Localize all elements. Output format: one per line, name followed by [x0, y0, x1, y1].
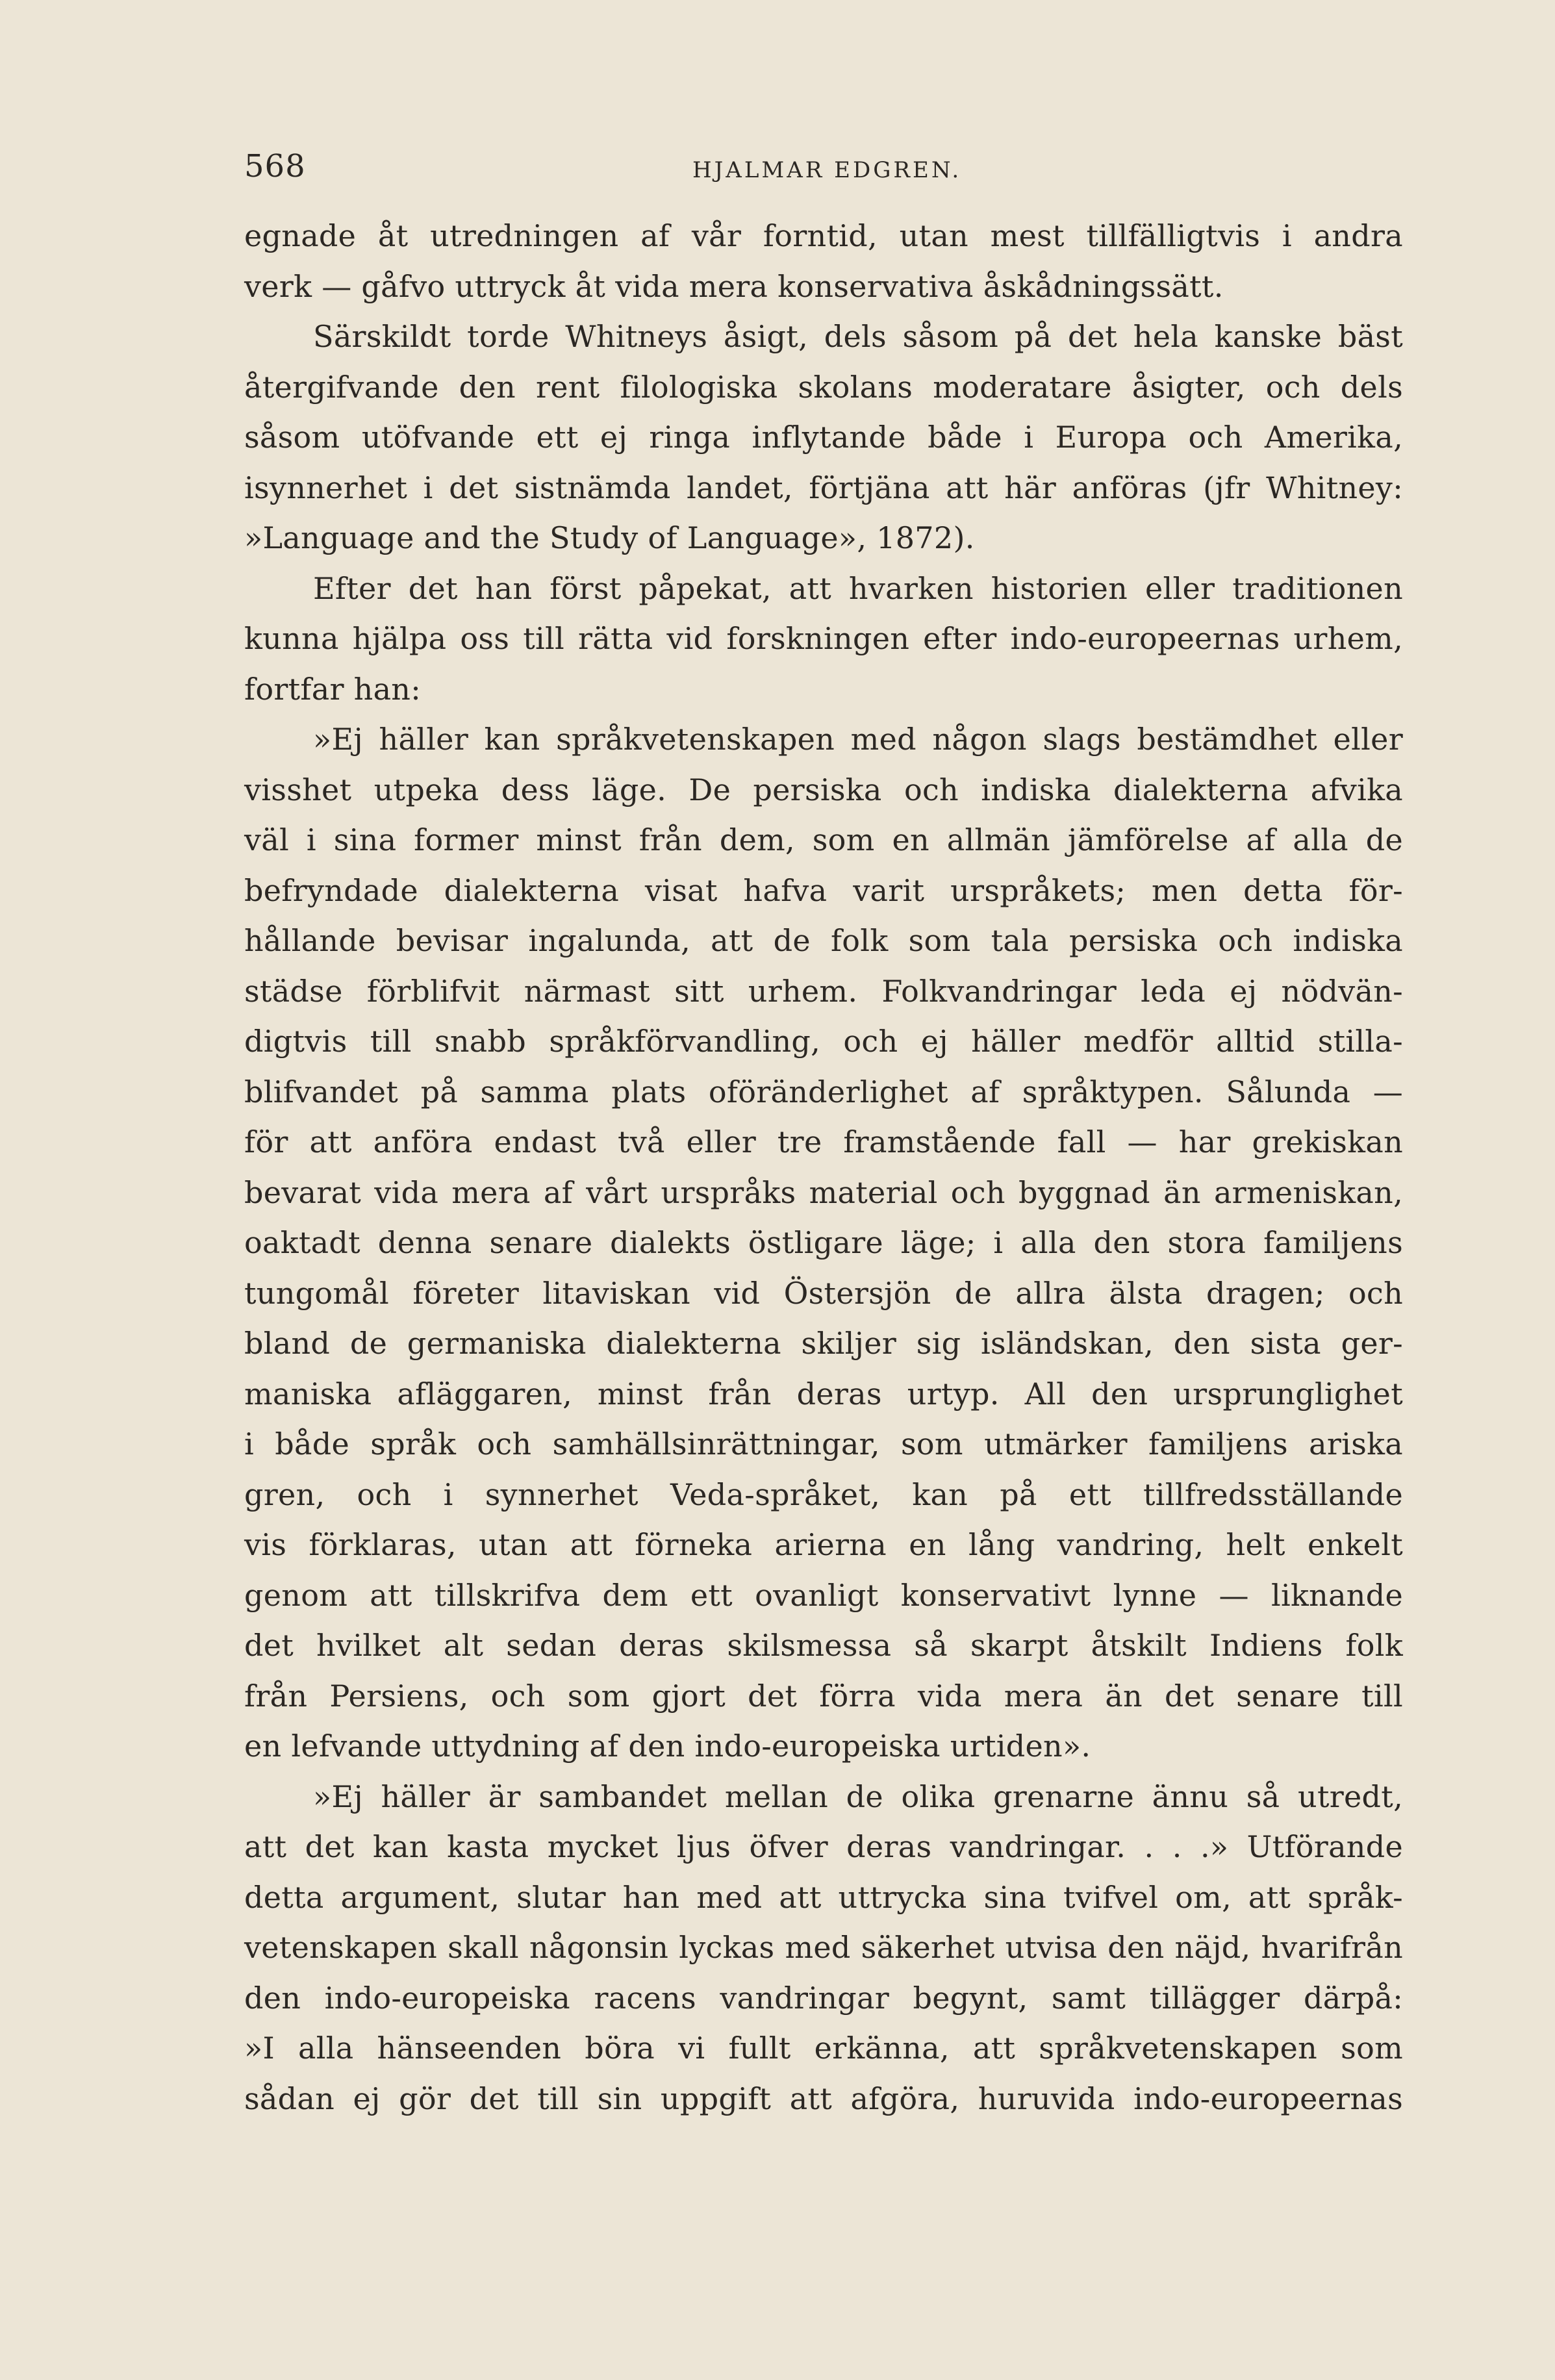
text-line: »Language and the Study of Language», 1872). — [244, 520, 975, 555]
text-line: från Persiens, och som gjort det förra vida mera än det senare till — [244, 1678, 1403, 1714]
text-line: i både språk och samhällsinrättningar, som utmärker familjens ariska — [244, 1426, 1403, 1462]
text-line: »I alla hänseenden böra vi fullt erkänna, att språkvetenskapen som — [244, 2031, 1403, 2066]
text-line: en lefvande uttydning af den indo-europeiska urtiden». — [244, 1728, 1091, 1764]
text-line: fortfar han: — [244, 671, 422, 707]
text-line: befryndade dialekterna visat hafva varit urspråkets; men detta för- — [244, 872, 1403, 908]
text-line: »Ej häller kan språkvetenskapen med någon slags bestämdhet eller — [313, 722, 1403, 757]
text-line: den indo-europeiska racens vandringar begynt, samt tillägger därpå: — [244, 1980, 1403, 2016]
page-number: 568 — [244, 148, 306, 184]
text-line: såsom utöfvande ett ej ringa inflytande både i Europa och Amerika, — [244, 420, 1403, 455]
text-line: sådan ej gör det till sin uppgift att afgöra, huruvida indo-europeernas — [244, 2081, 1403, 2116]
text-line: städse förblifvit närmast sitt urhem. Folkvandringar leda ej nödvän- — [244, 973, 1403, 1009]
text-line: Efter det han först påpekat, att hvarken historien eller traditionen — [313, 570, 1403, 606]
text-line: digtvis till snabb språkförvandling, och ej häller medför alltid stilla- — [244, 1024, 1403, 1059]
text-line: genom att tillskrifva dem ett ovanligt konservativt lynne — liknande — [244, 1577, 1403, 1613]
text-line: tungomål företer litaviskan vid Östersjön de allra älsta dragen; och — [244, 1275, 1403, 1311]
text-line: detta argument, slutar han med att uttrycka sina tvifvel om, att språk- — [244, 1879, 1403, 1915]
body-text — [244, 211, 1403, 2124]
text-line: för att anföra endast två eller tre framstående fall — har grekiskan — [244, 1124, 1403, 1159]
text-line: kunna hjälpa oss till rätta vid forskningen efter indo-europeernas urhem, — [244, 621, 1403, 656]
text-line: väl i sina former minst från dem, som en allmän jämförelse af alla de — [244, 822, 1403, 857]
text-line: verk — gåfvo uttryck åt vida mera konservativa åskådningssätt. — [244, 268, 1224, 304]
running-head-title: HJALMAR EDGREN. — [692, 157, 962, 183]
text-line: Särskildt torde Whitneys åsigt, dels såsom på det hela kanske bäst — [313, 319, 1403, 354]
running-head — [244, 148, 1413, 187]
text-line: det hvilket alt sedan deras skilsmessa så skarpt åtskilt Indiens folk — [244, 1628, 1403, 1663]
text-line: vis förklaras, utan att förneka arierna en lång vandring, helt enkelt — [244, 1527, 1403, 1562]
text-line: blifvandet på samma plats oföränderlighet af språktypen. Sålunda — — [244, 1074, 1403, 1109]
text-line: hållande bevisar ingalunda, att de folk som tala persiska och indiska — [244, 923, 1403, 958]
text-line: återgifvande den rent filologiska skolans moderatare åsigter, och dels — [244, 369, 1403, 405]
text-line: bevarat vida mera af vårt urspråks material och byggnad än armeniskan, — [244, 1174, 1403, 1210]
text-line: egnade åt utredningen af vår forntid, utan mest tillfälligtvis i andra — [244, 218, 1403, 253]
text-line: maniska afläggaren, minst från deras urtyp. All den ursprunglighet — [244, 1376, 1403, 1412]
text-line: gren, och i synnerhet Veda-språket, kan på ett tillfredsställande — [244, 1476, 1403, 1512]
text-line: bland de germaniska dialekterna skiljer sig isländskan, den sista ger- — [244, 1326, 1403, 1361]
text-line: att det kan kasta mycket ljus öfver deras vandringar. . . .» Utförande — [244, 1829, 1403, 1864]
text-line: »Ej häller är sambandet mellan de olika grenarne ännu så utredt, — [313, 1779, 1403, 1814]
text-line: visshet utpeka dess läge. De persiska och indiska dialekterna afvika — [244, 772, 1403, 807]
text-line: isynnerhet i det sistnämda landet, förtjäna att här anföras (jfr Whitney: — [244, 470, 1403, 505]
text-line: oaktadt denna senare dialekts östligare läge; i alla den stora familjens — [244, 1225, 1403, 1260]
text-line: vetenskapen skall någonsin lyckas med säkerhet utvisa den näjd, hvarifrån — [244, 1930, 1403, 1965]
